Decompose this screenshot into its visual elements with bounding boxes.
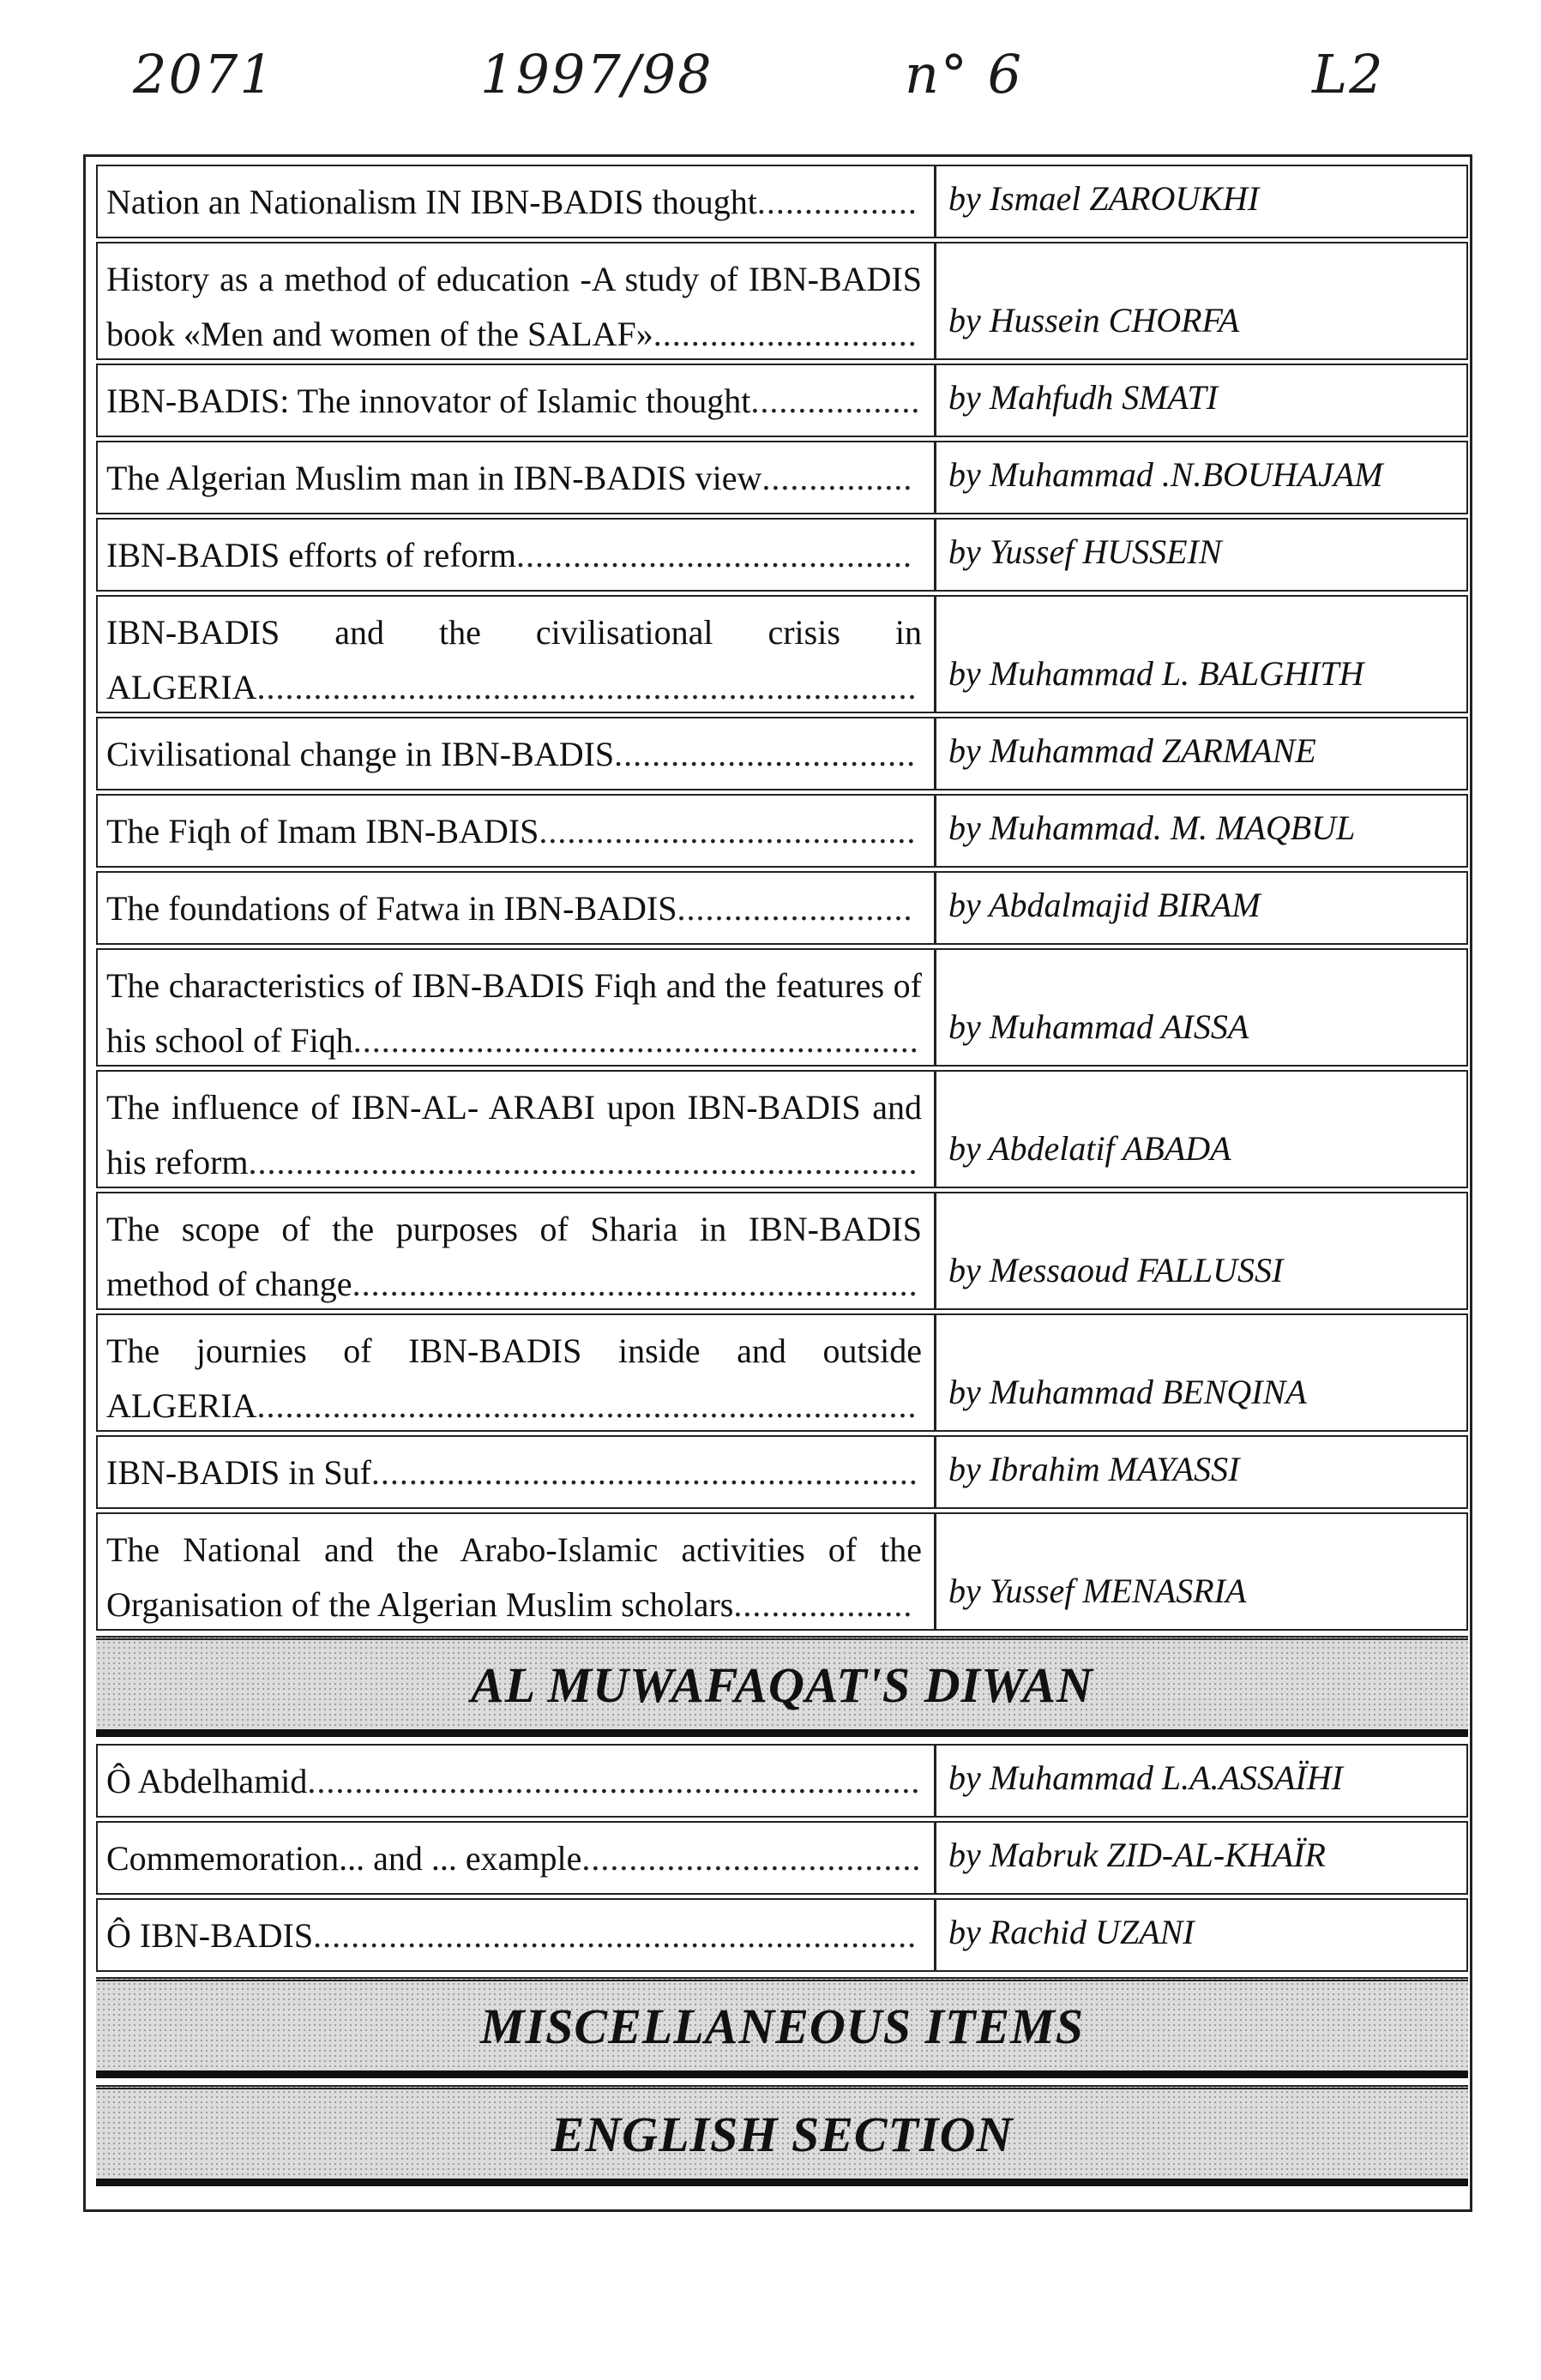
- article-title-text: Ô IBN-BADIS: [106, 1916, 314, 1955]
- section-header-diwan: [96, 1636, 1468, 1737]
- article-title: [98, 442, 936, 513]
- table-row: [96, 871, 1468, 945]
- article-title-text: Nation an Nationalism IN IBN-BADIS thought: [106, 183, 757, 221]
- article-author: [936, 1193, 1466, 1308]
- article-author-text: by Muhammad L. BALGHITH: [948, 654, 1364, 693]
- handwritten-code: L2: [1312, 43, 1385, 105]
- article-author-text: by Muhammad BENQINA: [948, 1373, 1307, 1411]
- article-author: [936, 1315, 1466, 1430]
- article-title: [98, 1193, 936, 1308]
- article-author: [936, 1437, 1466, 1507]
- table-row: [96, 242, 1468, 360]
- article-title: [98, 597, 936, 712]
- section-header-misc: [96, 1977, 1468, 2078]
- article-author: [936, 1900, 1466, 1970]
- leader-dots: ............................................................: [352, 1021, 919, 1060]
- article-title-text: The Fiqh of Imam IBN-BADIS: [106, 812, 539, 850]
- leader-dots: ...................: [733, 1585, 913, 1624]
- articles-list: [96, 165, 1468, 1631]
- article-title: [98, 243, 936, 358]
- article-author: [936, 1823, 1466, 1893]
- article-title: [98, 796, 936, 866]
- article-title: [98, 1437, 936, 1507]
- article-author-text: by Messaoud FALLUSSI: [948, 1251, 1284, 1289]
- table-row: [96, 364, 1468, 437]
- handwritten-year: 1997/98: [480, 43, 713, 105]
- article-author-text: by Ibrahim MAYASSI: [948, 1450, 1240, 1488]
- leader-dots: ................................................................: [313, 1916, 918, 1955]
- article-title-text: The scope of the purposes of Sharia in IBN-BADIS method of change: [106, 1210, 922, 1303]
- leader-dots: .........................: [677, 889, 913, 928]
- leader-dots: ................: [761, 459, 913, 497]
- article-title-text: Commemoration... and ... example: [106, 1839, 582, 1878]
- article-author-text: by Muhammad L.A.ASSAÏHI: [948, 1758, 1343, 1797]
- article-title-text: Ô Abdelhamid: [106, 1762, 308, 1800]
- table-row: [96, 1192, 1468, 1310]
- article-author: [936, 1514, 1466, 1629]
- article-author: [936, 873, 1466, 943]
- article-author-text: by Muhammad. M. MAQBUL: [948, 808, 1356, 847]
- article-title-text: The journies of IBN-BADIS inside and outside ALGERIA: [106, 1331, 922, 1425]
- article-title-text: IBN-BADIS: The innovator of Islamic thought: [106, 382, 751, 420]
- article-title: [98, 718, 936, 789]
- table-row: [96, 1313, 1468, 1432]
- handwritten-issue: n° 6: [905, 43, 1024, 105]
- article-author: [936, 1746, 1466, 1816]
- article-title: [98, 950, 936, 1065]
- leader-dots: ....................................: [581, 1839, 922, 1878]
- article-author-text: by Rachid UZANI: [948, 1913, 1195, 1951]
- article-author-text: by Yussef MENASRIA: [948, 1572, 1247, 1610]
- article-title: [98, 520, 936, 590]
- table-row: [96, 1744, 1468, 1818]
- leader-dots: ............................: [653, 315, 918, 353]
- table-row: [96, 948, 1468, 1067]
- table-row: [96, 1898, 1468, 1972]
- article-title: [98, 1746, 936, 1816]
- section-title-english: ENGLISH SECTION: [551, 2106, 1014, 2162]
- article-author-text: by Mahfudh SMATI: [948, 378, 1219, 417]
- article-title-text: IBN-BADIS and the civilisational crisis in ALGERIA: [106, 613, 922, 706]
- article-title-text: IBN-BADIS efforts of reform: [106, 536, 517, 574]
- table-row: [96, 794, 1468, 868]
- article-title-text: The Algerian Muslim man in IBN-BADIS view: [106, 459, 762, 497]
- leader-dots: ..................: [750, 382, 921, 420]
- article-title: [98, 1900, 936, 1970]
- article-title: [98, 1823, 936, 1893]
- article-author: [936, 442, 1466, 513]
- diwan-list: [96, 1744, 1468, 1972]
- article-author: [936, 365, 1466, 436]
- table-of-contents: [96, 165, 1468, 2193]
- article-title: [98, 365, 936, 436]
- leader-dots: .......................................................................: [248, 1143, 918, 1181]
- article-author-text: by Abdalmajid BIRAM: [948, 886, 1261, 924]
- article-author-text: by Muhammad .N.BOUHAJAM: [948, 455, 1383, 494]
- leader-dots: ........................................: [539, 812, 917, 850]
- article-title: [98, 1315, 936, 1430]
- article-author: [936, 950, 1466, 1065]
- article-title-text: The National and the Arabo-Islamic activities of the Organisation of the Algerian Muslim scholars: [106, 1530, 922, 1624]
- article-author-text: by Mabruk ZID-AL-KHAÏR: [948, 1836, 1326, 1874]
- table-row: [96, 717, 1468, 790]
- article-title-text: The characteristics of IBN-BADIS Fiqh and the features of his school of Fiqh: [106, 966, 922, 1060]
- table-row: [96, 518, 1468, 592]
- article-title: [98, 1072, 936, 1187]
- article-author: [936, 243, 1466, 358]
- article-author-text: by Abdelatif ABADA: [948, 1129, 1231, 1168]
- table-row: [96, 595, 1468, 713]
- article-author: [936, 520, 1466, 590]
- article-author: [936, 796, 1466, 866]
- table-row: [96, 1512, 1468, 1631]
- article-author-text: by Hussein CHORFA: [948, 301, 1240, 340]
- table-row: [96, 1821, 1468, 1895]
- leader-dots: ..........................................: [516, 536, 913, 574]
- article-title-text: History as a method of education -A study of IBN-BADIS book «Men and women of the SALAF»: [106, 260, 922, 353]
- article-author-text: by Muhammad ZARMANE: [948, 731, 1316, 770]
- article-author: [936, 597, 1466, 712]
- table-row: [96, 1070, 1468, 1188]
- section-header-english: [96, 2085, 1468, 2186]
- leader-dots: .................: [756, 183, 918, 221]
- leader-dots: ..........................................................: [370, 1453, 918, 1492]
- leader-dots: ......................................................................: [256, 1386, 918, 1425]
- section-title-diwan: AL MUWAFAQAT'S DIWAN: [471, 1656, 1093, 1713]
- article-author: [936, 166, 1466, 237]
- article-title-text: The foundations of Fatwa in IBN-BADIS: [106, 889, 677, 928]
- handwritten-number: 2071: [133, 43, 275, 105]
- leader-dots: ................................: [614, 735, 917, 773]
- article-title: [98, 166, 936, 237]
- article-title: [98, 1514, 936, 1629]
- table-row: [96, 441, 1468, 514]
- leader-dots: .................................................................: [307, 1762, 921, 1800]
- article-title-text: The influence of IBN-AL- ARABI upon IBN-BADIS and his reform: [106, 1088, 922, 1181]
- article-author-text: by Muhammad AISSA: [948, 1007, 1249, 1046]
- article-author-text: by Ismael ZAROUKHI: [948, 179, 1260, 218]
- article-title-text: Civilisational change in IBN-BADIS: [106, 735, 615, 773]
- section-title-misc: MISCELLANEOUS ITEMS: [480, 1998, 1084, 2054]
- table-row: [96, 1435, 1468, 1509]
- article-author: [936, 1072, 1466, 1187]
- table-row: [96, 165, 1468, 238]
- article-title-text: IBN-BADIS in Suf: [106, 1453, 371, 1492]
- article-author: [936, 718, 1466, 789]
- article-title: [98, 873, 936, 943]
- leader-dots: ............................................................: [352, 1265, 918, 1303]
- leader-dots: ......................................................................: [256, 668, 918, 706]
- article-author-text: by Yussef HUSSEIN: [948, 532, 1222, 571]
